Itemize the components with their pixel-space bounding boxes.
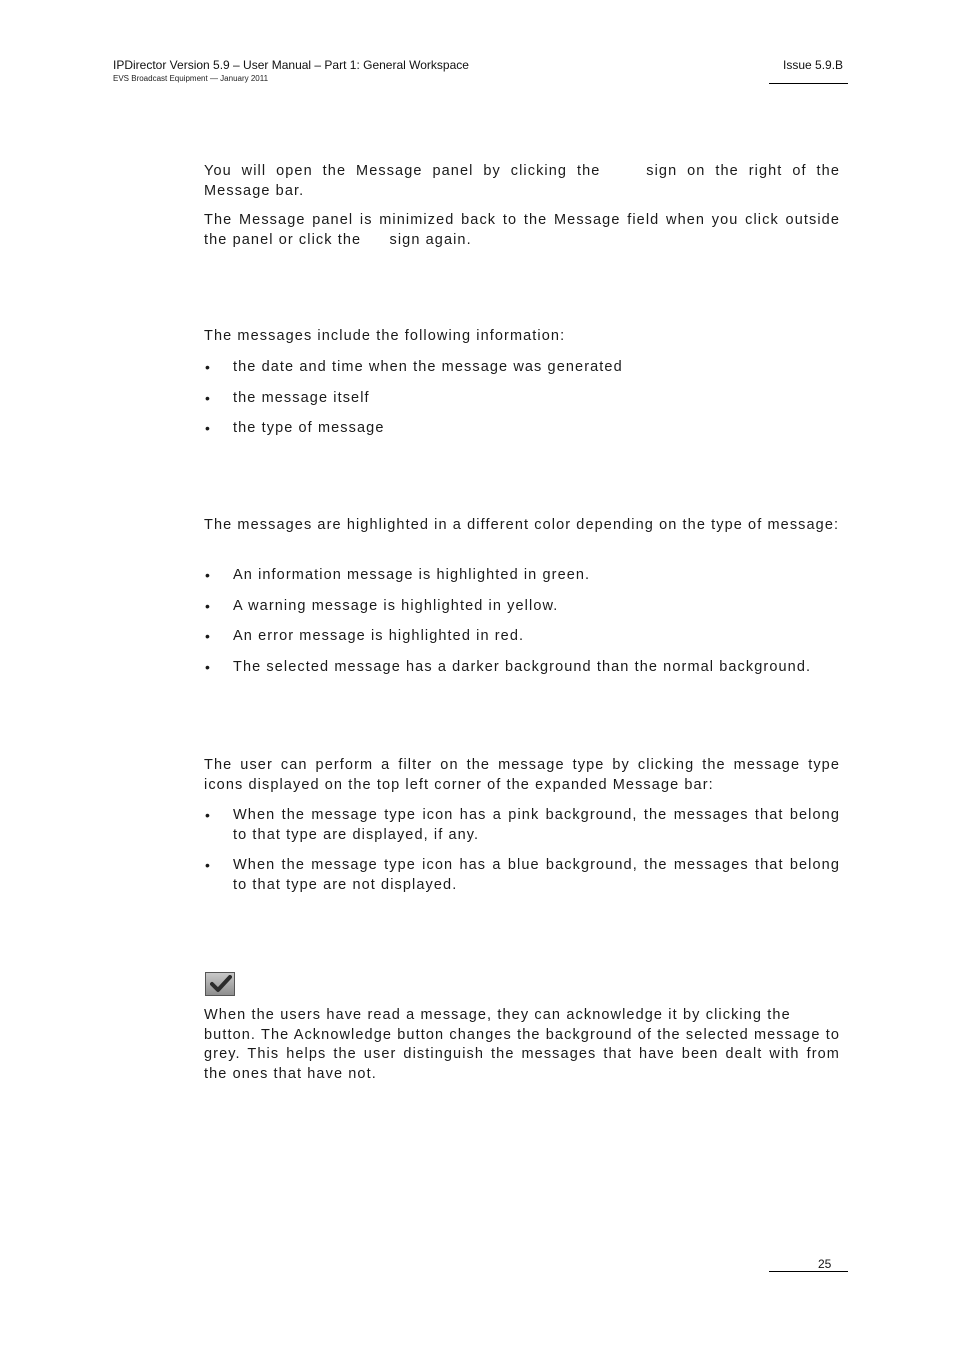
bullet-icon: • (205, 567, 212, 583)
list-item: • An information message is highlighted in green. (204, 566, 840, 586)
open-panel-paragraph-2 (204, 211, 840, 250)
colors-intro: The messages are highlighted in a different color depending on the type of message: (204, 517, 840, 533)
list-item: • the date and time when the message was generated (204, 358, 840, 378)
filter-intro: The user can perform a filter on the message type by clicking the message type icons displayed on the top left corner of the expanded Message bar: (204, 757, 840, 793)
bullet-icon: • (205, 658, 212, 675)
list-item: • When the message type icon has a pink background, the messages that belong to that type are displayed, if any. (205, 807, 840, 843)
list-item: • the type of message (204, 419, 840, 439)
bullet-icon: • (205, 359, 212, 375)
header-title: IPDirector Version 5.9 – User Manual – Part 1: General Workspace (113, 58, 469, 72)
open-panel-text-1a: You will open the Message panel by clicking the (204, 163, 601, 179)
open-panel-text-2b: sign again. (389, 231, 472, 248)
acknowledge-section (204, 1006, 840, 1084)
page-number: 25 (818, 1257, 832, 1271)
open-panel-text-1b: sign on the right of the Message bar. (204, 163, 840, 199)
header-subtitle: EVS Broadcast Equipment — January 2011 (113, 74, 269, 83)
list-item: • When the message type icon has a blue background, the messages that belong to that type are not displayed. (205, 857, 840, 893)
list-item: • the message itself (204, 389, 840, 409)
header-issue: Issue 5.9.B (783, 58, 844, 72)
info-list (204, 358, 840, 439)
acknowledge-checkmark-icon (205, 972, 235, 996)
bullet-icon: • (205, 807, 212, 823)
acknowledge-text-b: button. The Acknowledge button changes the background of the selected message to grey. This helps the user distinguish the messages that have been dealt with from the ones that have not. (204, 1026, 840, 1082)
info-intro: The messages include the following information: (204, 328, 566, 344)
list-item: • A warning message is highlighted in yellow. (204, 597, 840, 617)
bullet-icon: • (205, 857, 212, 873)
open-panel-paragraph-1 (204, 162, 840, 201)
bullet-icon: • (205, 597, 212, 614)
open-panel-text-2a: The Message panel is minimized back to the Message field when you click outside the panel or click the (204, 212, 840, 248)
checkmark-icon (210, 975, 232, 993)
list-item: • The selected message has a darker background than the normal background. (204, 658, 840, 678)
bullet-icon: • (205, 389, 212, 406)
list-item: • An error message is highlighted in red. (204, 627, 840, 647)
filter-list (204, 806, 840, 895)
header-rule (769, 83, 848, 84)
colors-list (204, 566, 840, 677)
bullet-icon: • (205, 628, 212, 644)
bullet-icon: • (205, 420, 212, 436)
acknowledge-paragraph (204, 1006, 840, 1084)
footer-rule (769, 1271, 848, 1272)
open-panel-section (204, 162, 840, 250)
acknowledge-text-a: When the users have read a message, they can acknowledge it by clicking the (204, 1007, 791, 1023)
